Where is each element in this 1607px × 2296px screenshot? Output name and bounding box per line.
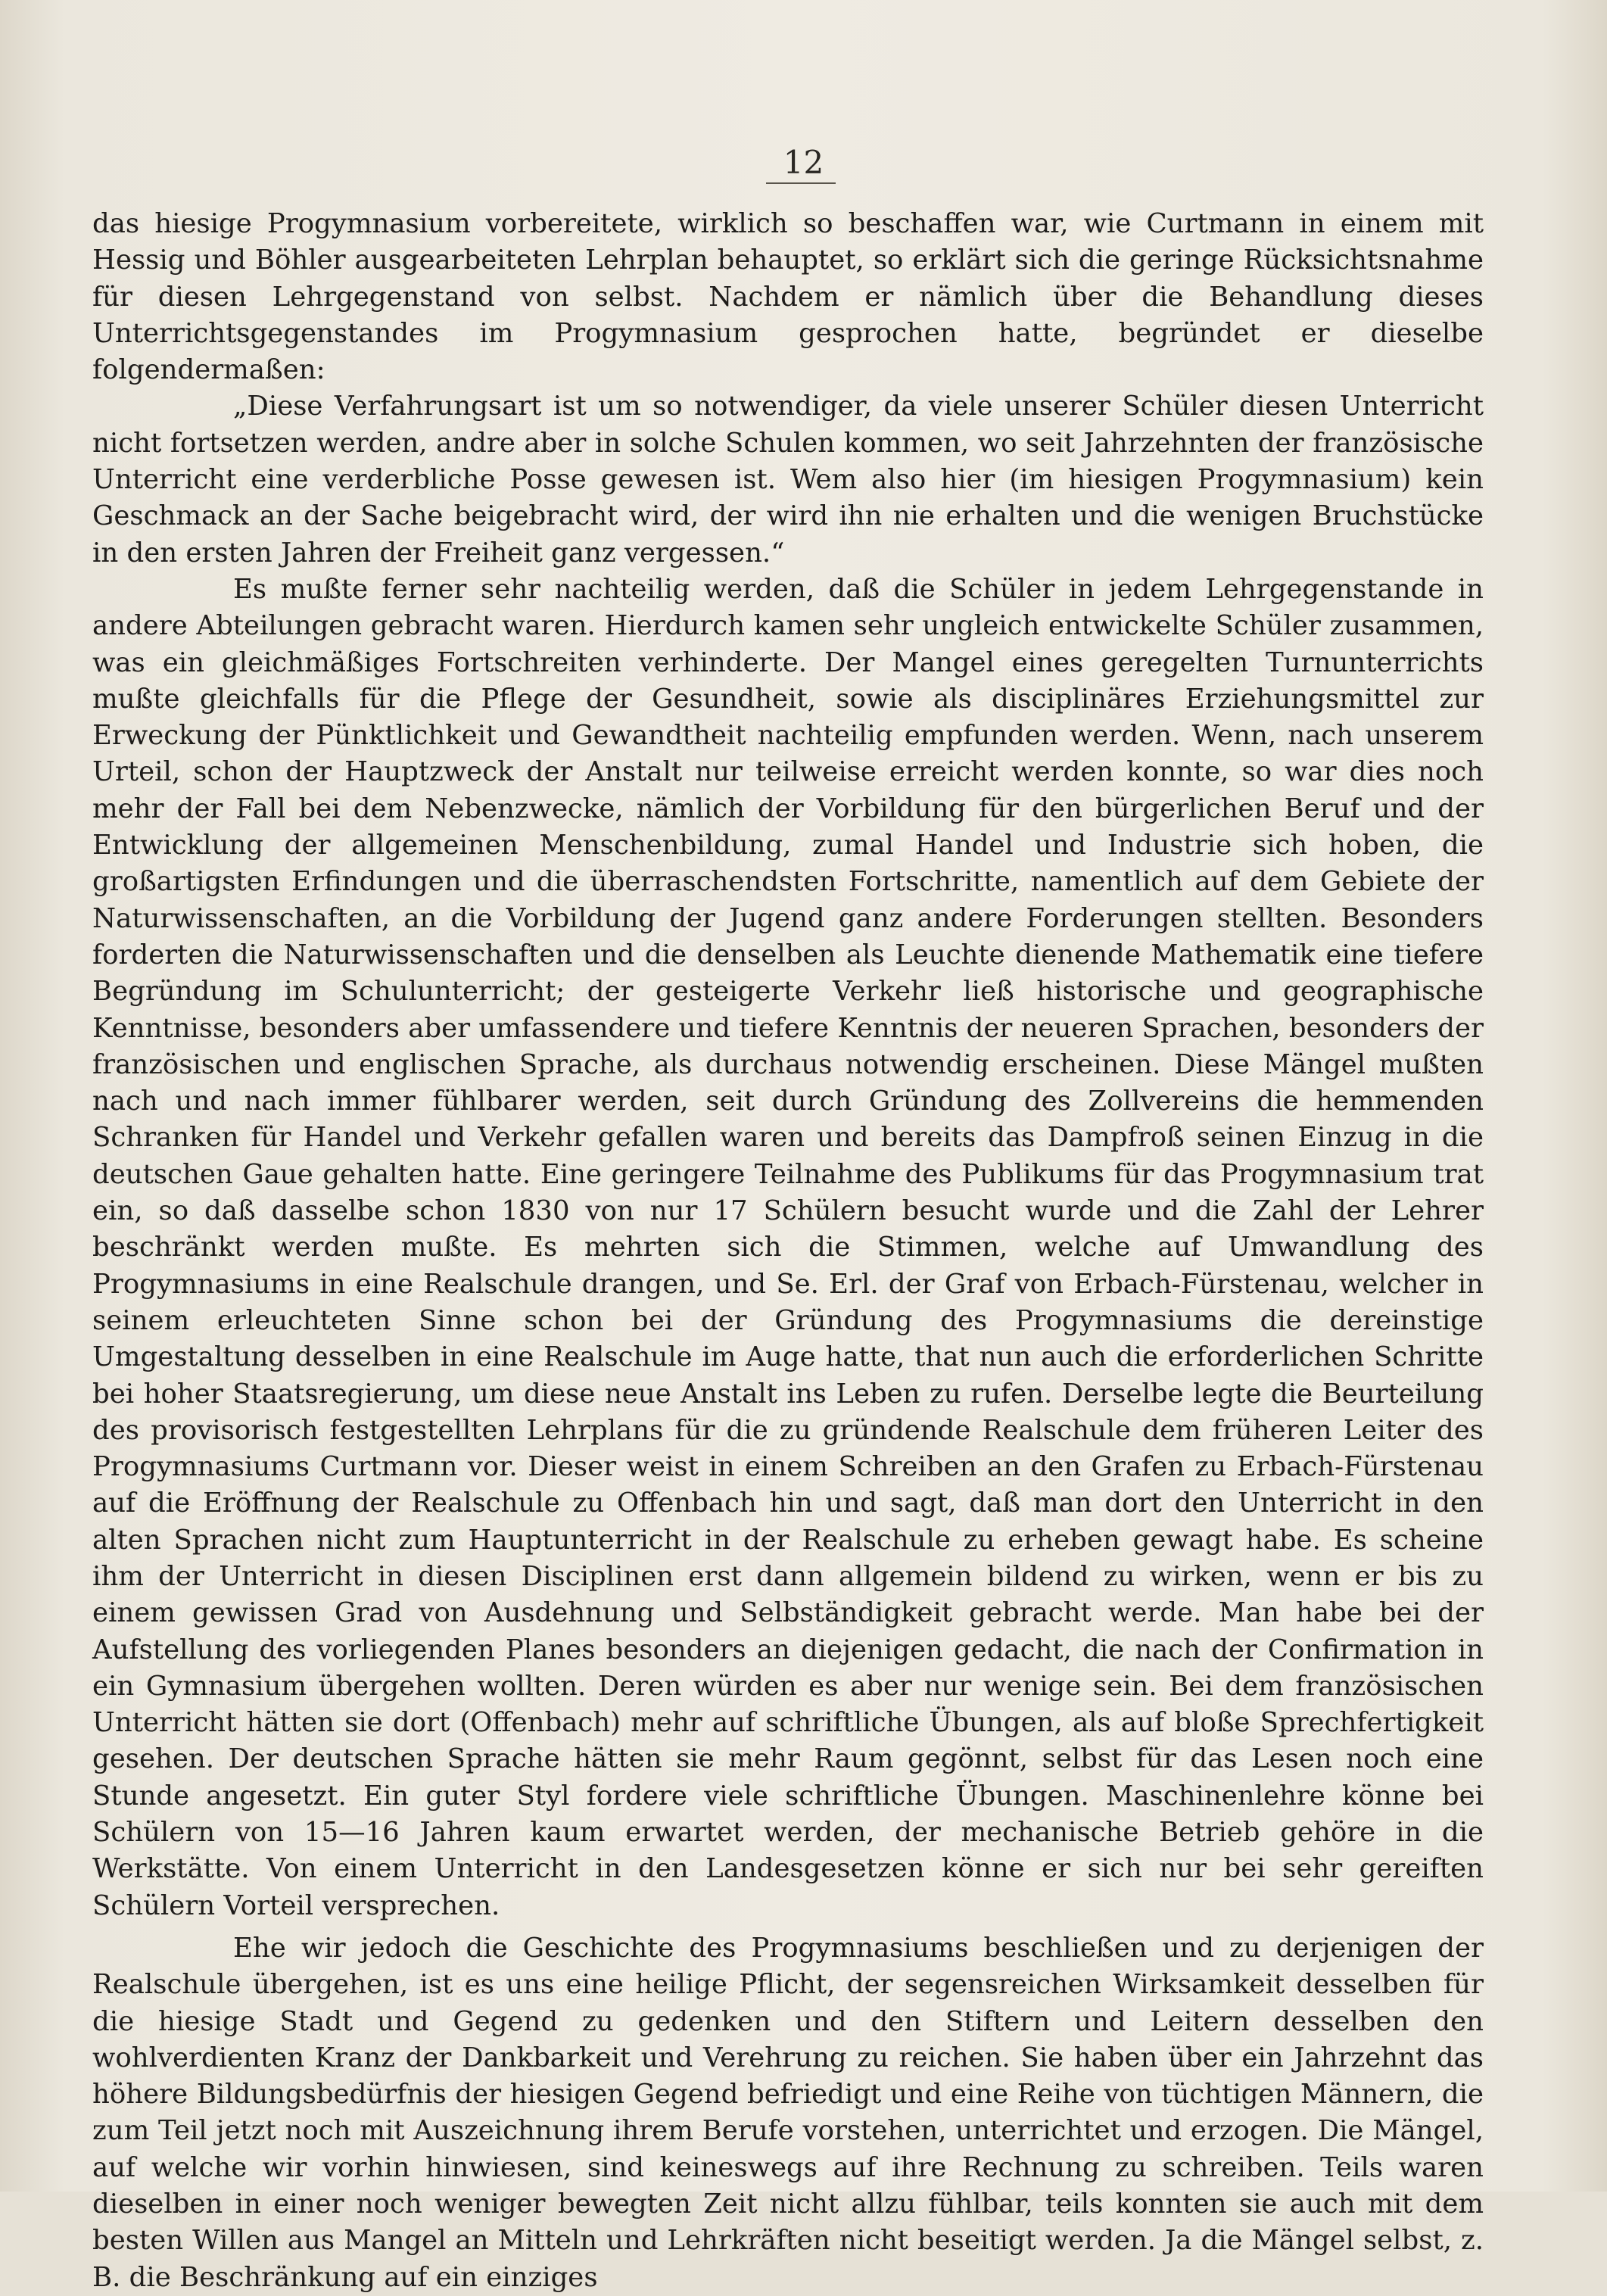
body-text bbox=[92, 206, 1484, 2296]
paragraph-tribute: Ehe wir jedoch die Geschichte des Progymnasiums beschließen und zu derjenigen der Realschule übergehen, ist es uns eine heilige Pflicht, der segensreichen Wirksamkeit desselben für die hiesige Stadt und Gegend zu gedenken und den Stiftern und Leitern desselben den wohlverdienten Kranz der Dankbarkeit und Verehrung zu reichen. Sie haben über ein Jahrzehnt das höhere Bildungsbedürfnis der hiesigen Gegend befriedigt und eine Reihe von tüchtigen Männern, die zum Teil jetzt noch mit Auszeichnung ihrem Berufe vorstehen, unterrichtet und erzogen. Die Mängel, auf welche wir vorhin hinwiesen, sind keineswegs auf ihre Rechnung zu schreiben. Teils waren dieselben in einer noch weniger bewegten Zeit nicht allzu fühlbar, teils konnten sie auch mit dem besten Willen aus Mangel an Mitteln und Lehrkräften nicht beseitigt werden. Ja die Mängel selbst, z. B. die Beschränkung auf ein einziges bbox=[92, 1932, 1484, 2293]
paragraph-continuation: das hiesige Progymnasium vorbereitete, wirklich so beschaffen war, wie Curtmann in einem mit Hessig und Böhler ausgearbeiteten Lehrplan behauptet, so erklärt sich die geringe Rücksichtsnahme für diesen Lehrgegenstand von selbst. Nachdem er nämlich über die Behandlung dieses Unterrichtsgegenstandes im Progymnasium gesprochen hatte, begründet er dieselbe folgendermaßen: bbox=[92, 208, 1484, 386]
paragraph-quotation: „Diese Verfahrungsart ist um so notwendiger, da viele unserer Schüler diesen Unterricht nicht fortsetzen werden, andre aber in solche Schulen kommen, wo seit Jahrzehnten der französische Unterricht eine verderbliche Posse gewesen ist. Wem also hier (im hiesigen Progymnasium) kein Geschmack an der Sache beigebracht wird, der wird ihn nie erhalten und die wenigen Bruchstücke in den ersten Jahren der Freiheit ganz vergessen.“ bbox=[92, 391, 1484, 569]
page-number-rule bbox=[766, 182, 836, 184]
page-number: 12 bbox=[783, 144, 824, 181]
paragraph-shortcomings: Es mußte ferner sehr nachteilig werden, daß die Schüler in jedem Lehrgegenstande in andere Abteilungen gebracht waren. Hierdurch kamen sehr ungleich entwickelte Schüler zusammen, was ein gleichmäßiges Fortschreiten verhinderte. Der Mangel eines geregelten Turnunterrichts mußte gleichfalls für die Pflege der Gesundheit, sowie als disciplinäres Erziehungsmittel zur Erweckung der Pünktlichkeit und Gewandtheit nachteilig empfunden werden. Wenn, nach unserem Urteil, schon der Hauptzweck der Anstalt nur teilweise erreicht werden konnte, so war dies noch mehr der Fall bei dem Nebenzwecke, nämlich der Vorbildung für den bürgerlichen Beruf und der Entwicklung der allgemeinen Menschenbildung, zumal Handel und Industrie sich hoben, die großartigsten Erfindungen und die überraschendsten Fortschritte, namentlich auf dem Gebiete der Naturwissenschaften, an die Vorbildung der Jugend ganz andere Forderungen stellten. Besonders forderten die Naturwissenschaften und die denselben als Leuchte dienende Mathematik eine tiefere Begründung im Schulunterricht; der gesteigerte Verkehr ließ historische und geographische Kenntnisse, besonders aber umfassendere und tiefere Kenntnis der neueren Sprachen, besonders der französischen und englischen Sprache, als durchaus notwendig erscheinen. Diese Mängel mußten nach und nach immer fühlbarer werden, seit durch Gründung des Zollvereins die hemmenden Schranken für Handel und Verkehr gefallen waren und bereits das Dampfroß seinen Einzug in die deutschen Gaue gehalten hatte. Eine geringere Teilnahme des Publikums für das Progymnasium trat ein, so daß dasselbe schon 1830 von nur 17 Schülern besucht wurde und die Zahl der Lehrer beschränkt werden mußte. Es mehrten sich die Stimmen, welche auf Umwandlung des Progymnasiums in eine Realschule drangen, und Se. Erl. der Graf von Erbach-Fürstenau, welcher in seinem erleuchteten Sinne schon bei der Gründung des Progymnasiums die dereinstige Umgestaltung desselben in eine Realschule im Auge hatte, that nun auch die erforderlichen Schritte bei hoher Staatsregierung, um diese neue Anstalt ins Leben zu rufen. Derselbe legte die Beurteilung des provisorisch festgestellten Lehrplans für die zu gründende Realschule dem früheren Leiter des Progymnasiums Curtmann vor. Dieser weist in einem Schreiben an den Grafen zu Erbach-Fürstenau auf die Eröffnung der Realschule zu Offenbach hin und sagt, daß man dort den Unterricht in den alten Sprachen nicht zum Hauptunterricht in der Realschule zu erheben gewagt habe. Es scheine ihm der Unterricht in diesen Disciplinen erst dann allgemein bildend zu wirken, wenn er bis zu einem gewissen Grad von Ausdehnung und Selbständigkeit gebracht werde. Man habe bei der Aufstellung des vorliegenden Planes besonders an diejenigen gedacht, die nach der Confirmation in ein Gymnasium übergehen wollten. Deren würden es aber nur wenige sein. Bei dem französischen Unterricht hätten sie dort (Offenbach) mehr auf schriftliche Übungen, als auf bloße Sprechfertigkeit gesehen. Der deutschen Sprache hätten sie mehr Raum gegönnt, selbst für das Lesen noch eine Stunde angesetzt. Ein guter Styl fordere viele schriftliche Übungen. Maschinenlehre könne bei Schülern von 15—16 Jahren kaum erwartet werden, der mechanische Betrieb gehöre in die Werkstätte. Von einem Unterricht in den Landesgesetzen könne er sich nur bei sehr gereiften Schülern Vorteil versprechen. bbox=[92, 573, 1484, 1921]
